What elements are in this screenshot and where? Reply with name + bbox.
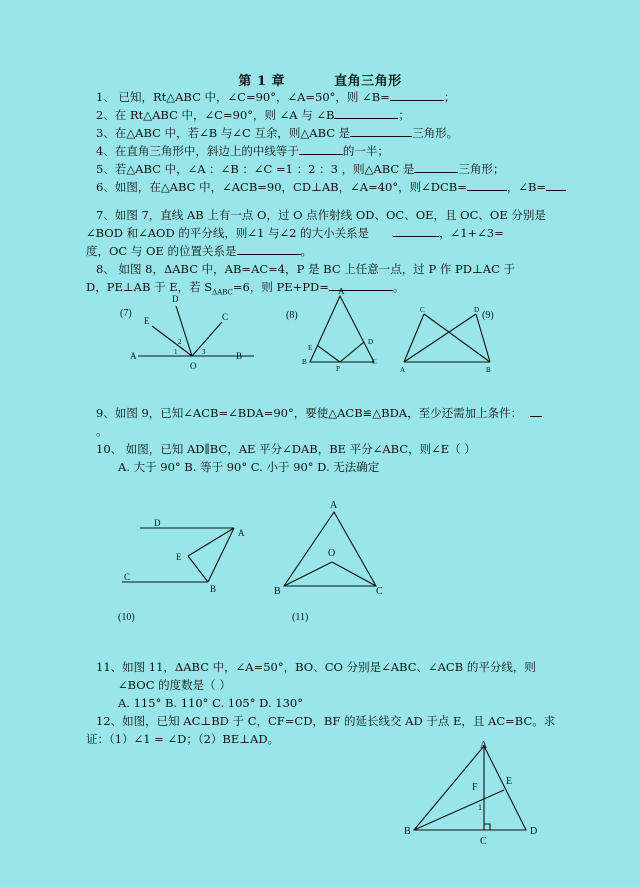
question-7-line-3: 度，OC 与 OE 的位置关系是 。 — [86, 244, 313, 258]
point-label: A — [480, 740, 488, 751]
point-label: D — [530, 826, 538, 837]
question-8-line-1: 8、 如图 8，ΔABC 中，AB=AC=4，P 是 BC 上任意一点，过 P 作 PD⊥AC 于 — [96, 262, 516, 276]
segment-pd — [340, 342, 364, 362]
point-label: E — [506, 776, 513, 787]
point-label: C — [480, 836, 487, 847]
point-label: D — [368, 338, 374, 346]
chapter-label: 第 1 章 — [238, 74, 286, 89]
point-label: A — [130, 351, 137, 361]
question-10-options: A. 大于 90° B. 等于 90° C. 小于 90° D. 无法确定 — [118, 460, 380, 474]
question-5: 5、若△ABC 中，∠A ：∠B ：∠C =1 ：2 ：3 ，则△ABC 是 三角形； — [96, 162, 505, 176]
point-label: B — [302, 358, 307, 366]
point-label: B — [404, 826, 411, 837]
chapter-name: 直角三角形 — [334, 74, 402, 89]
point-label: E — [176, 552, 182, 562]
point-label: C — [372, 358, 377, 366]
question-1: 1、 已知，Rt△ABC 中，∠C=90°，∠A=50°，则 ∠B= ； — [96, 90, 456, 104]
point-label: B — [274, 586, 281, 597]
question-9-line-1: 9、如图 9，已知∠ACB=∠BDA=90°，要使△ACB≌△BDA，至少还需加上条件： — [96, 404, 542, 422]
answer-blank[interactable] — [390, 88, 444, 101]
point-label: D — [172, 294, 179, 304]
triangle-abc — [310, 296, 374, 362]
point-label: C — [420, 306, 425, 314]
segment-db — [476, 314, 490, 362]
point-label: D — [154, 518, 161, 528]
point-label: A — [330, 500, 338, 511]
point-label: B — [236, 351, 243, 361]
ray-od — [176, 306, 192, 356]
figure-8 — [284, 288, 384, 372]
point-label: C — [124, 572, 131, 582]
figure-10-caption: (10) — [118, 612, 135, 623]
figure-12 — [400, 738, 550, 850]
figure-7 — [118, 292, 258, 376]
answer-blank[interactable] — [467, 178, 507, 191]
point-label: O — [190, 361, 197, 371]
angle-label: 1 — [478, 803, 482, 812]
question-6: 6、如图，在△ABC 中，∠ACB=90，CD⊥AB，∠A=40°，则∠DCB= ，∠B= — [96, 178, 566, 196]
right-angle-mark — [484, 824, 490, 830]
angle-label: 3 — [202, 348, 206, 356]
question-3: 3、在△ABC 中，若∠B 与∠C 互余，则△ABC 是 三角形。 — [96, 126, 459, 140]
segment-bo — [284, 562, 332, 586]
question-4: 4、在直角三角形中，斜边上的中线等于 的一半； — [96, 144, 389, 158]
page-title — [0, 70, 640, 89]
question-8-line-2: D，PE⊥AB 于 E，若 $S_{\Delta ABC}=6$，则 PE+PD= 。 — [86, 280, 405, 297]
point-label: C — [222, 312, 229, 322]
answer-blank[interactable] — [299, 142, 343, 155]
figure-8-caption: (8) — [286, 310, 298, 321]
angle-label: 1 — [174, 348, 178, 356]
ray-oe — [152, 326, 192, 356]
point-label: F — [472, 782, 478, 793]
segment-eb — [188, 556, 208, 582]
question-7-line-1: 7、如图 7，直线 AB 上有一点 O，过 O 点作射线 OD、OC、OE，且 OC、OE 分别是 — [96, 208, 546, 222]
point-label: P — [336, 365, 340, 372]
point-label: A — [238, 528, 245, 538]
point-label: B — [486, 366, 491, 374]
question-12-line-2: 证：（1）∠1 = ∠D；（2）BE⊥AD。 — [86, 732, 280, 746]
answer-blank[interactable] — [393, 224, 439, 237]
question-10-line-1: 10、 如图，已知 AD∥BC，AE 平分∠DAB，BE 平分∠ABC，则∠E（ ） — [96, 442, 476, 456]
answer-blank[interactable] — [237, 242, 301, 255]
ray-oc — [192, 322, 222, 356]
answer-blank[interactable] — [546, 178, 566, 191]
figure-7-caption: (7) — [120, 308, 132, 319]
point-label: C — [376, 586, 383, 597]
question-7-line-2: ∠BOD 和∠AOD 的平分线，则∠1 与∠2 的大小关系是 ，∠1+∠3= — [86, 226, 504, 240]
answer-blank[interactable] — [530, 404, 542, 417]
segment-ad — [404, 314, 476, 362]
angle-label: 2 — [178, 338, 182, 346]
question-11-options: A. 115° B. 110° C. 105° D. 130° — [118, 696, 303, 710]
figure-9 — [396, 304, 516, 376]
point-label: E — [144, 316, 150, 326]
segment-cb — [424, 314, 490, 362]
figure-11 — [272, 496, 392, 624]
point-label: D — [474, 306, 480, 314]
question-2: 2、在 Rt△ABC 中，∠C=90°，则 ∠A 与 ∠B ； — [96, 108, 410, 122]
figure-11-caption: (11) — [292, 612, 309, 623]
question-9-line-2: 。 — [96, 424, 108, 438]
answer-blank[interactable] — [350, 124, 412, 137]
question-12-line-1: 12、如图，已知 AC⊥BD 于 C，CF=CD，BF 的延长线交 AD 于点 E，且 AC=BC。求 — [96, 714, 556, 728]
question-11-line-2: ∠BOC 的度数是（ ） — [118, 678, 231, 692]
point-label: A — [338, 288, 345, 296]
point-label: B — [210, 584, 217, 594]
answer-blank[interactable] — [414, 160, 458, 173]
question-11-line-1: 11、如图 11，ΔABC 中，∠A=50°，BO、CO 分别是∠ABC、∠ACB 的平分线，则 — [96, 660, 536, 674]
segment-pe — [318, 346, 340, 362]
triangle-abd — [414, 746, 526, 830]
figure-10 — [118, 512, 268, 624]
point-label: A — [400, 366, 406, 374]
figure-9-caption: (9) — [482, 310, 494, 321]
answer-blank[interactable] — [334, 106, 398, 119]
point-label: O — [328, 548, 336, 559]
point-label: E — [308, 344, 313, 352]
